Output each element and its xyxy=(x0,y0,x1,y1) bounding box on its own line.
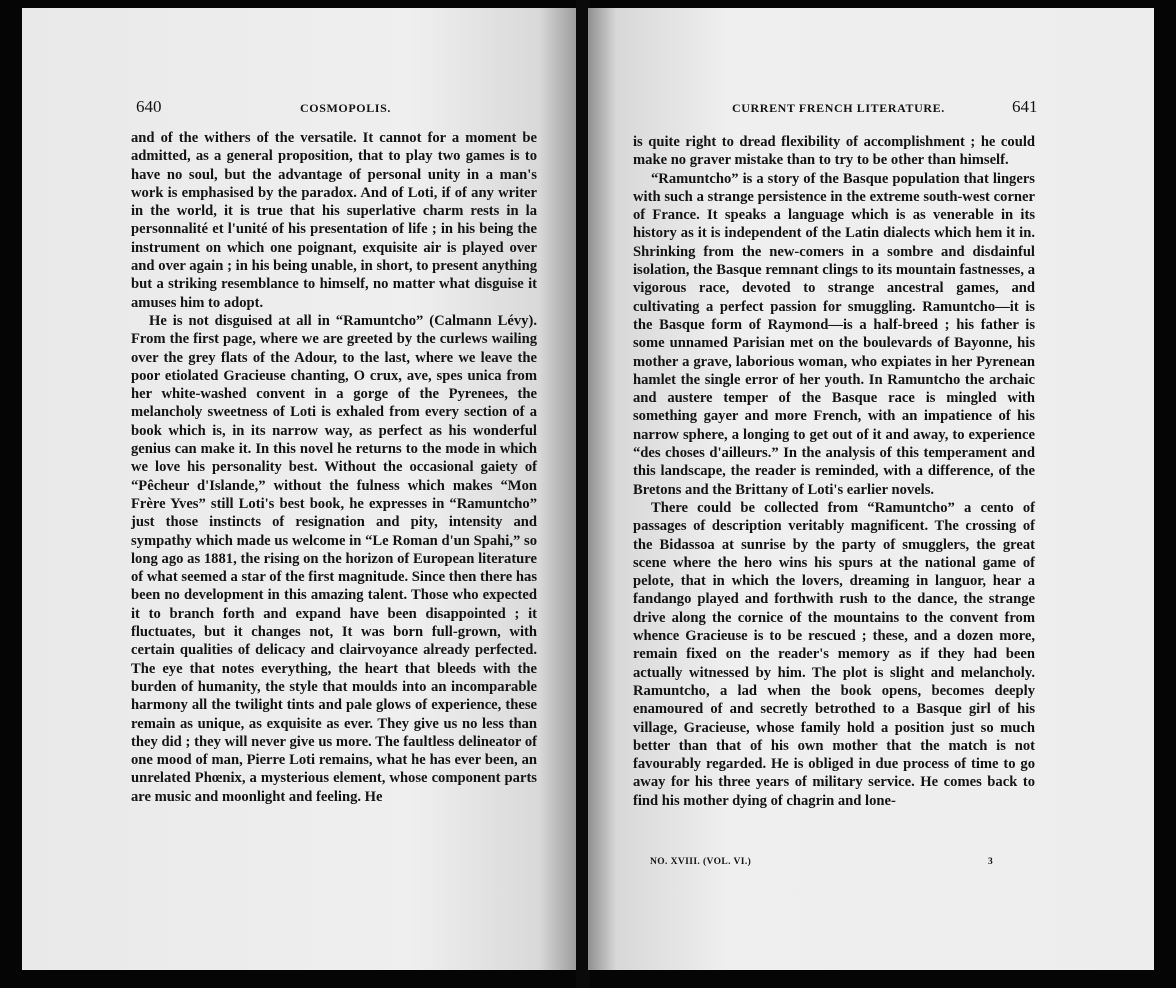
signature-number: 3 xyxy=(988,857,994,867)
right-page xyxy=(588,8,1154,970)
paragraph: He is not disguised at all in “Ramuntcho” (Calmann Lévy). From the first page, where we are greeted by the curlews wailing over the grey flats of the Adour, to the last, where we leave the poor etiolated Gracieuse chanting, O crux, ave, spes unica from her white-washed convent in a gorge of the Pyrenees, the melancholy sweetness of Loti is exhaled from every section of a book which is, in its narrow way, as perfect as his wonderful genius can make it. In this novel he returns to the mode in which we love his personality best. Without the occasional gaiety of “Pêcheur d'Islande,” without the fulness which makes “Mon Frère Yves” still Loti's best book, he expresses in “Ramuntcho” just those instincts of resignation and pity, intensity and sympathy which made us welcome in “Le Roman d'un Spahi,” so long ago as 1881, the rising on the horizon of European literature of what seemed a star of the first magnitude. Since then there has been no development in this amazing talent. Those who expected it to branch forth and expand have been disappointed ; it fluctuates, but it changes not, It was born full-grown, with certain qualities of delicacy and clairvoyance already perfected. The eye that notes everything, the heart that bleeds with the burden of humanity, the style that moulds into an incomparable harmony all the twilight tints and pale glows of experience, these remain as unique, as exquisite as ever. They give us no less than they did ; they will never give us more. The faultless delineator of one mood of man, Pierre Loti remains, what he has ever been, an unrelated Phœnix, a mysterious element, whose component parts are music and moonlight and feeling. He xyxy=(131,312,537,805)
paragraph: “Ramuntcho” is a story of the Basque population that lingers with such a strange persistence in the extreme south-west corner of France. It speaks a language which is as venerable in its history as it is independent of the Latin dialects which hem it in. Shrinking from the new-comers in a sombre and disdainful isolation, the Basque remnant clings to its mountain fastnesses, a vigorous race, devoted to strange ancestral games, and cultivating a perfect passion for smuggling. Ramuntcho—it is the Basque form of Raymond—is a half-breed ; his father is some unnamed Parisian met on the boulevards of Bayonne, his mother a grave, laborious woman, who expiates in her Pyrenean hamlet the single error of her youth. In Ramuntcho the archaic and austere temper of the Basque race is mingled with something gayer and more French, with an impatience of his narrow sphere, a longing to get out of it and away, to experience “des choses d'ailleurs.” In the analysis of this temperament and this landscape, the reader is reminded, with a difference, of the Bretons and the Brittany of Loti's earlier novels. xyxy=(633,170,1035,498)
paragraph: and of the withers of the versatile. It cannot for a moment be admitted, as a general proposition, that to play two games is to have no soul, but the advantage of personal unity in a man's work is emphasised by the paradox. And of Loti, if of any writer in the world, it is true that his superlative charm rests in la personnalité et l'unité of his presentation of life ; in his being the instrument on which one poignant, exquisite air is played over and over again ; in his being unable, in short, to present anything but a striking resemblance to himself, no matter what disguise it amuses him to adopt. xyxy=(131,130,537,311)
left-page-body xyxy=(131,129,537,806)
page-number: 640 xyxy=(136,97,162,116)
running-head: CURRENT FRENCH LITERATURE. xyxy=(732,101,945,115)
running-head: COSMOPOLIS. xyxy=(300,101,391,115)
page-number: 641 xyxy=(1012,97,1038,116)
right-page-body xyxy=(633,133,1035,810)
left-page xyxy=(22,8,578,970)
paragraph: There could be collected from “Ramuntcho” a cento of passages of description veritably magnificent. The crossing of the Bidassoa at sunrise by the party of smugglers, the great scene where the hero wins his spurs at the national game of pelote, that in which the lovers, dreaming in languor, hear a fandango played and forthwith rush to the dance, the strange drive along the cornice of the mountains to the convent from whence Gracieuse is to be rescued ; these, and a dozen more, remain fixed on the reader's memory as if they had been actually witnessed by him. The plot is slight and melancholy. Ramuntcho, a lad when the book opens, becomes deeply enamoured of and secretly betrothed to a Basque girl of his village, Gracieuse, whose family hold a position just so much better than that of his own mother that the match is not favourably regarded. He is obliged in due process of time to go away for his three years of military service. He comes back to find his mother dying of chagrin and lone- xyxy=(633,499,1035,809)
right-page-header xyxy=(588,97,1154,123)
left-page-header xyxy=(22,97,578,123)
signature-mark: NO. XVIII. (VOL. VI.) xyxy=(650,857,752,867)
paragraph: is quite right to dread flexibility of accomplishment ; he could make no graver mistake than to try to be other than himself. xyxy=(633,134,1035,169)
